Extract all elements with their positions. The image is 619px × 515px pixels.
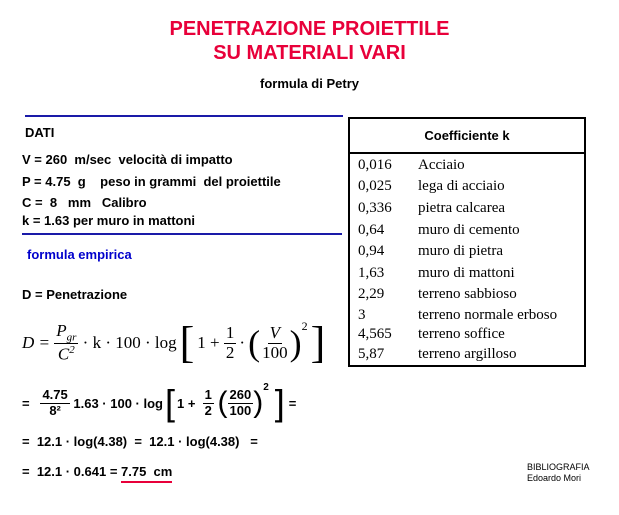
bibliography-label: BIBLIOGRAFIA	[527, 462, 590, 472]
formula-square: 2	[301, 319, 308, 333]
formula-label: formula empirica	[27, 247, 132, 262]
page-title: PENETRAZIONE PROIETTILE	[169, 18, 450, 40]
calc-line-result: = 12.1 · 0.641 = 7.75 cm	[22, 464, 172, 479]
divider-middle	[22, 233, 342, 235]
dati-heading: DATI	[25, 125, 55, 140]
definition-label: D = Penetrazione	[22, 287, 128, 302]
dati-line: P = 4.75 g peso in grammi del proiettile	[22, 174, 281, 189]
calc-square: 2	[263, 382, 269, 393]
bibliography	[527, 462, 590, 484]
divider-top	[25, 115, 343, 117]
formula-p-sub: gr	[66, 330, 77, 343]
formula-c: C	[57, 344, 70, 364]
dati-line: C = 8 mm Calibro	[22, 195, 147, 210]
page-subtitle: formula di Petry	[260, 76, 359, 91]
coefficient-table: Coefficiente k 0,016 Acciaio 0,025 lega di acciaio 0,336 pietra calcarea 0,64 muro di cemento 0,94 muro di pietra 1,63 muro di mattoni 2,29 terreno sabbioso 3 terreno normale erboso 4,565 terreno soffice 5,87 terreno argilloso	[348, 117, 586, 367]
formula-lhs: D =	[22, 333, 50, 352]
fraction-v-over-100: $\frac{V}{100}$	[262, 322, 288, 362]
calc-line-log: = 12.1 · log(4.38) = 12.1 · log(4.38) =	[22, 434, 258, 449]
fraction-half-numeric: $\frac{1}{2}$	[204, 387, 212, 418]
bibliography-author: Edoardo Mori	[527, 473, 582, 483]
formula-c-sup: 2	[69, 344, 75, 357]
calc-one-plus: 1 +	[176, 395, 196, 411]
formula-one-plus: 1 +	[197, 333, 220, 352]
fraction-p-over-c	[54, 322, 78, 365]
fraction-weight-over-caliber: $\frac{4.75}{\text{8²}}$	[42, 387, 68, 418]
table-header: Coefficiente k	[350, 119, 584, 154]
fraction-half: $\frac{1}{2}$	[225, 322, 235, 362]
dati-line: k = 1.63 per muro in mattoni	[22, 213, 196, 228]
fraction-velocity: $\frac{260}{100}$	[229, 387, 252, 418]
result-value: 7.75 cm	[121, 464, 172, 483]
page-title-line2: SU MATERIALI VARI	[213, 42, 406, 64]
bracket-close: ]	[310, 318, 326, 367]
formula-symbolic: D = $\frac{P_{gr}}{C^2}$ · k · 100 · log [ 1 + $\frac{1}{2}$ · ( $\frac{V}{100}$ ) $^2$ ]	[22, 318, 326, 367]
formula-numeric: = $\frac{4.75}{\text{8²}}$ 1.63 · 100 · log [ 1 + $\frac{1}{2}$ ( $\frac{260}{100}$ ) $^2$ ] =	[22, 382, 297, 423]
formula-middle: · k · 100 · log	[82, 333, 177, 352]
bracket-open: [	[179, 318, 195, 367]
dati-line: V = 260 m/sec velocità di impatto	[22, 152, 233, 167]
calc-tail-equals: =	[288, 395, 297, 411]
calc-middle: 1.63 · 100 · log	[73, 395, 163, 411]
equals-sign: =	[22, 395, 30, 411]
formula-p: P	[56, 320, 67, 340]
